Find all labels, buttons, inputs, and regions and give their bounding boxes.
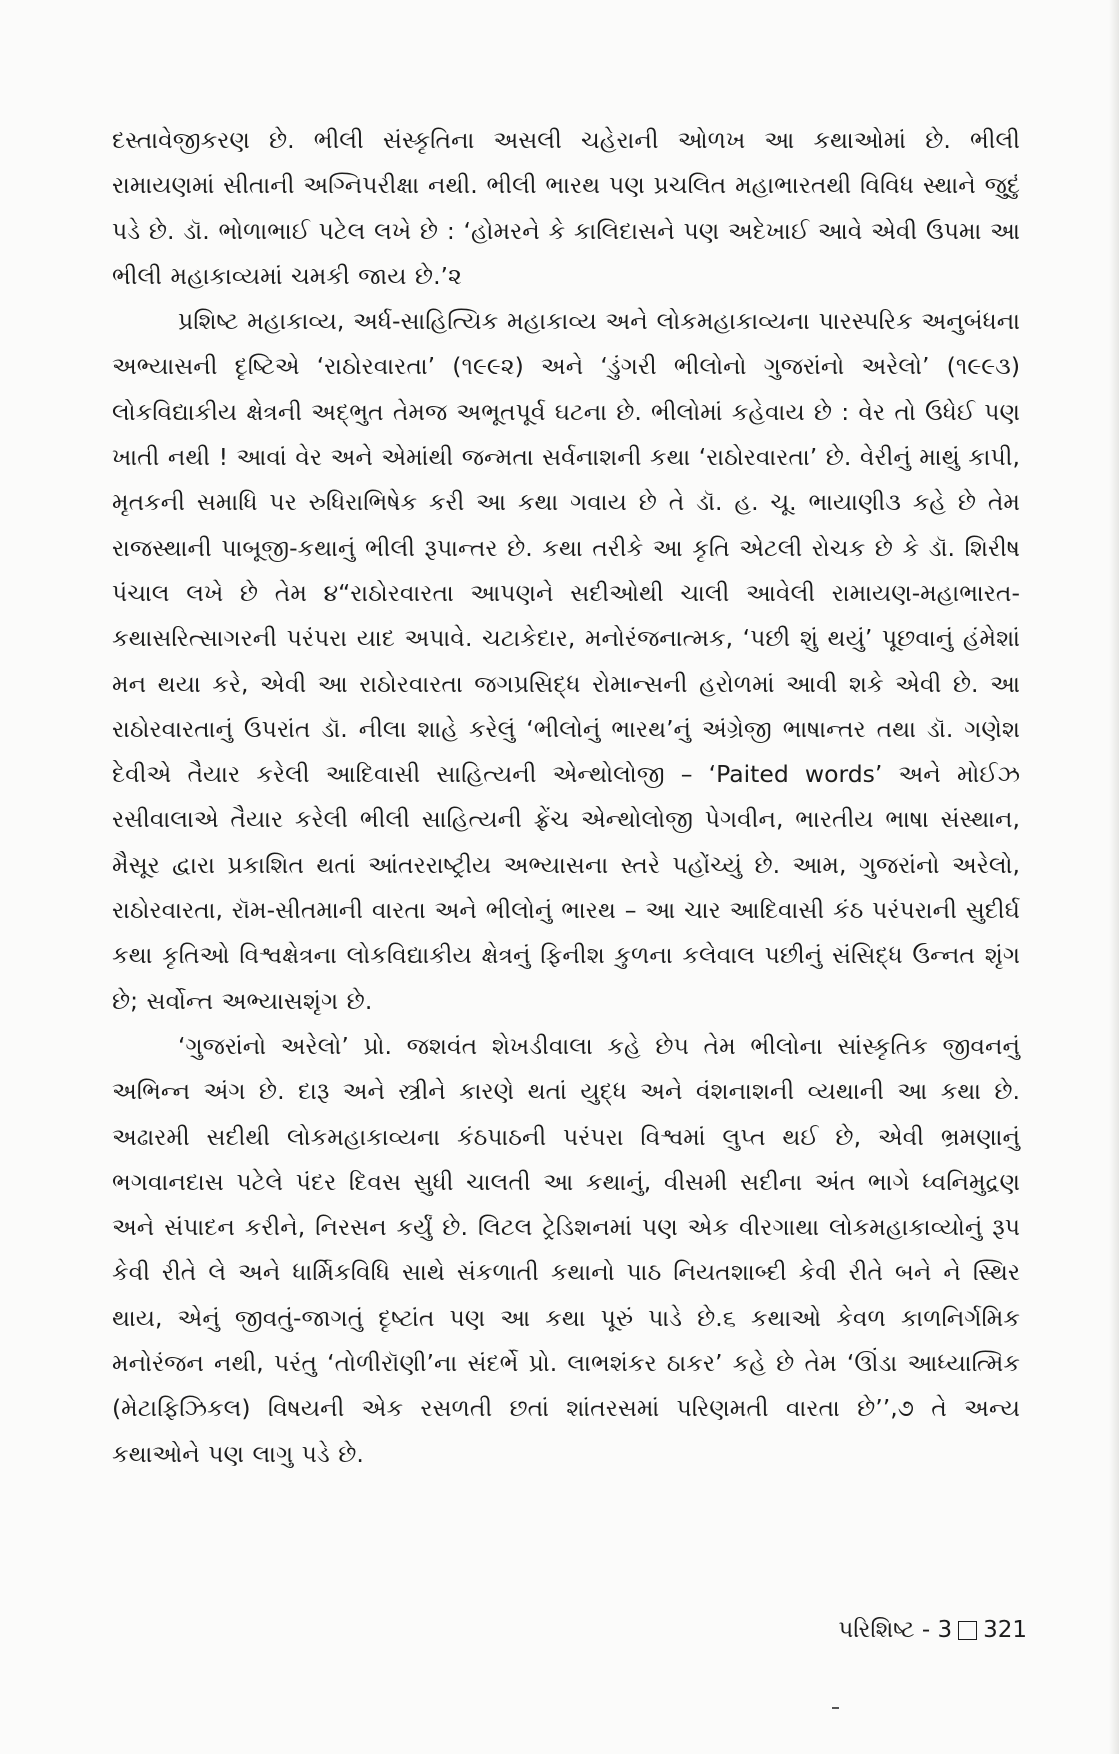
footer-section-label: પરિશિષ્ટ - 3: [838, 1617, 953, 1643]
paragraph-2: પ્રશિષ્ટ મહાકાવ્ય, અર્ધ-સાહિત્યિક મહાકાવ્ય અને લોકમહાકાવ્યના પારસ્પરિક અનુબંધના અભ્યાસની દૃષ્ટિએ ‘રાઠોરવારતા’ (૧૯૯૨) અને ‘ડુંગરી ભીલોનો ગુજરાંનો અરેલો’ (૧૯૯૩) લોકવિદ્યાકીય ક્ષેત્રની અદ્ભુત તેમજ અભૂતપૂર્વ ઘટના છે. ભીલોમાં કહેવાય છે : વેર તો ઉધેઈ પણ ખાતી નથી ! આવાં વેર અને એમાંથી જન્મતા સર્વનાશની કથા ‘રાઠોરવારતા’ છે. વેરીનું માથું કાપી, મૃતકની સમાધિ પર રુધિરાભિષેક કરી આ કથા ગવાય છે તે ડૉ. હ. ચૂ. ભાયાણી૩ કહે છે તેમ રાજસ્થાની પાબૂજી-કથાનું ભીલી રૂપાન્તર છે. કથા તરીકે આ કૃતિ એટલી રોચક છે કે ડૉ. શિરીષ પંચાલ લખે છે તેમ ૪“રાઠોરવારતા આપણને સદીઓથી ચાલી આવેલી રામાયણ-મહાભારત-કથાસરિત્સાગરની પરંપરા યાદ અપાવે. ચટાકેદાર, મનોરંજનાત્મક, ‘પછી શું થયું’ પૂછવાનું હંમેશાં મન થયા કરે, એવી આ રાઠોરવારતા જગપ્રસિદ્ધ રોમાન્સની હરોળમાં આવી શકે એવી છે. આ રાઠોરવારતાનું ઉપરાંત ડૉ. નીલા શાહે કરેલું ‘ભીલોનું ભારથ’નું અંગ્રેજી ભાષાન્તર તથા ડૉ. ગણેશ દેવીએ તૈયાર કરેલી આદિવાસી સાહિત્યની એન્થોલોજી – ‘Paited words’ અને મોઈઝ રસીવાલાએ તૈયાર કરેલી ભીલી સાહિત્યની ફ્રેંચ એન્થોલોજી પેગવીન, ભારતીય ભાષા સંસ્થાન, મૈસૂર દ્વારા પ્રકાશિત થતાં આંતરરાષ્ટ્રીય અભ્યાસના સ્તરે પહોંચ્યું છે. આમ, ગુજરાંનો અરેલો, રાઠોરવારતા, રૉમ-સીતમાની વારતા અને ભીલોનું ભારથ – આ ચાર આદિવાસી કંઠ પરંપરાની સુદીર્ઘ કથા કૃતિઓ વિશ્વક્ષેત્રના લોકવિદ્યાકીય ક્ષેત્રનું ફિનીશ કુળના કલેવાલ પછીનું સંસિદ્ધ ઉન્નત શૃંગ છે; સર્વોન્ત અભ્યાસશૃંગ છે.: [112, 307, 1020, 1015]
page-footer: [838, 1617, 1027, 1643]
paragraph-3: ‘ગુજરાંનો અરેલો’ પ્રો. જશવંત શેખડીવાલા કહે છે૫ તેમ ભીલોના સાંસ્કૃતિક જીવનનું અભિન્ન અંગ છે. દારૂ અને સ્ત્રીને કારણે થતાં યુદ્ધ અને વંશનાશની વ્યથાની આ કથા છે. અઢારમી સદીથી લોકમહાકાવ્યના કંઠપાઠની પરંપરા વિશ્વમાં લુપ્ત થઈ છે, એવી ભ્રમણાનું ભગવાનદાસ પટેલે પંદર દિવસ સુધી ચાલતી આ કથાનું, વીસમી સદીના અંત ભાગે ધ્વનિમુદ્રણ અને સંપાદન કરીને, નિરસન કર્યું છે. લિટલ ટ્રેડિશનમાં પણ એક વીરગાથા લોકમહાકાવ્યોનું રૂપ કેવી રીતે લે અને ધાર્મિકવિધિ સાથે સંકળાતી કથાનો પાઠ નિયતશાબ્દી કેવી રીતે બને ને સ્થિર થાય, એનું જીવતું-જાગતું દૃષ્ટાંત પણ આ કથા પૂરું પાડે છે.૬ કથાઓ કેવળ કાળનિર્ગમિક મનોરંજન નથી, પરંતુ ‘તોળીરૉણી’ના સંદર્ભે પ્રો. લાભશંકર ઠાકર’ કહે છે તેમ ‘ઊંડા આધ્યાત્મિક (મેટાફિઝિકલ) વિષયની એક રસળતી છતાં શાંતરસમાં પરિણમતી વારતા છે’’,૭ તે અન્ય કથાઓને પણ લાગુ પડે છે.: [112, 1031, 1020, 1468]
body-text: [112, 118, 1020, 1477]
print-mark: [832, 1707, 839, 1709]
square-ornament-icon: [958, 1621, 977, 1640]
page-number: 321: [983, 1617, 1027, 1643]
paragraph-1: દસ્તાવેજીકરણ છે. ભીલી સંસ્કૃતિના અસલી ચહેરાની ઓળખ આ કથાઓમાં છે. ભીલી રામાયણમાં સીતાની અગ્નિપરીક્ષા નથી. ભીલી ભારથ પણ પ્રચલિત મહાભારતથી વિવિધ સ્થાને જુદું પડે છે. ડૉ. ભોળાભાઈ પટેલ લખે છે : ‘હોમરને કે કાલિદાસને પણ અદેખાઈ આવે એવી ઉપમા આ ભીલી મહાકાવ્યમાં ચમકી જાય છે.’૨: [112, 126, 1020, 290]
page-edge-shadow: [1109, 0, 1119, 1754]
